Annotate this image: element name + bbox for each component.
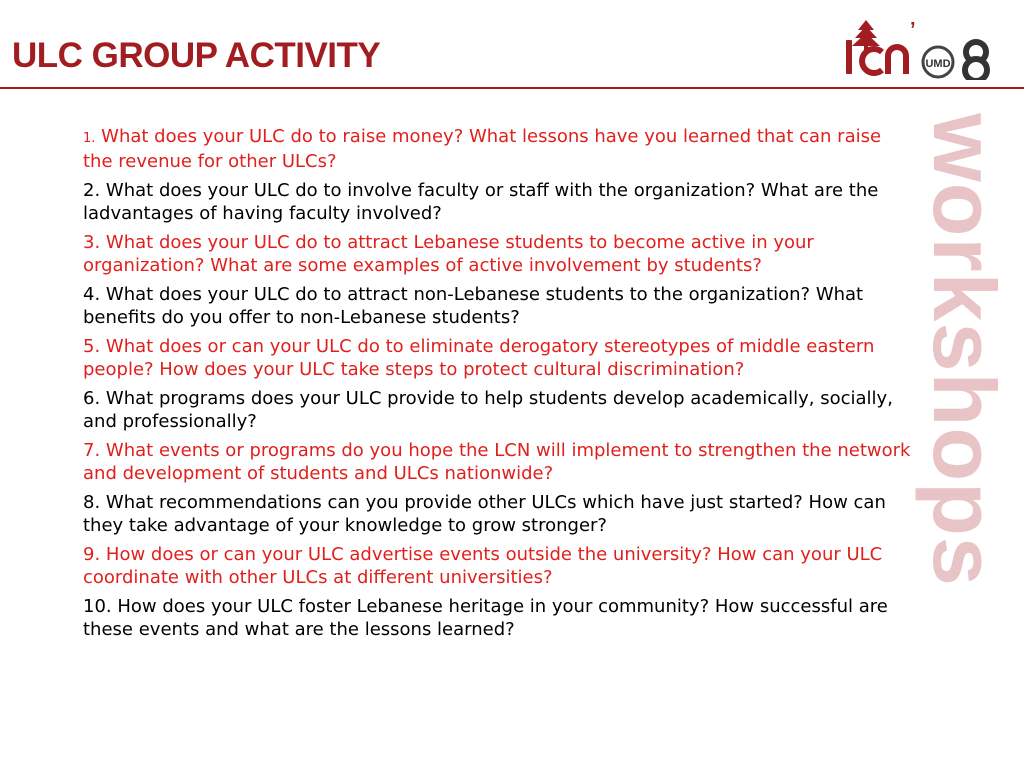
question-item (83, 543, 913, 589)
slide-title: ULC GROUP ACTIVITY (12, 36, 381, 75)
question-text: What events or programs do you hope the LCN will implement to strengthen the network and development of students and ULCs nationwide? (83, 440, 911, 484)
question-number: 5. (83, 336, 101, 357)
question-text: What does your ULC do to attract non-Lebanese students to the organization? What benefits do you offer to non-Lebanese students? (83, 284, 864, 328)
question-number: 2. (83, 180, 101, 201)
question-item (83, 283, 913, 329)
logo-apostrophe: ’ (910, 19, 916, 41)
umd-badge (923, 47, 953, 77)
logo-badge-text: UMD (925, 58, 951, 70)
question-text: What does your ULC do to involve faculty or staff with the organization? What are the ladvantages of having faculty involved? (83, 180, 879, 224)
question-number: 4. (83, 284, 101, 305)
question-text: How does your ULC foster Lebanese heritage in your community? How successful are these events and what are the lessons learned? (83, 596, 888, 640)
question-list (83, 125, 913, 647)
question-number: 3. (83, 232, 101, 253)
question-number: 6. (83, 388, 101, 409)
lcn-logo (836, 18, 996, 80)
title-divider (0, 87, 1024, 89)
question-number: 7. (83, 440, 101, 461)
question-text: What recommendations can you provide other ULCs which have just started? How can they take advantage of your knowledge to grow stronger? (83, 492, 886, 536)
workshops-watermark: workshops (915, 113, 1014, 587)
question-text: How does or can your ULC advertise events outside the university? How can your ULC coordinate with other ULCs at different universities? (83, 544, 883, 588)
question-item (83, 179, 913, 225)
question-text: What does your ULC do to raise money? What lessons have you learned that can raise the revenue for other ULCs? (83, 126, 882, 172)
question-item (83, 125, 913, 173)
question-number: 1. (83, 131, 96, 146)
question-text: What does or can your ULC do to eliminate derogatory stereotypes of middle eastern people? How does your ULC take steps to protect cultural discrimination? (83, 336, 875, 380)
question-number: 10. (83, 596, 112, 617)
question-item (83, 231, 913, 277)
logo-eight (965, 42, 987, 80)
question-text: What programs does your ULC provide to help students develop academically, socially, and professionally? (83, 388, 893, 432)
question-text: What does your ULC do to attract Lebanese students to become active in your organization? What are some examples of active involvement by students? (83, 232, 814, 276)
question-item (83, 439, 913, 485)
question-item (83, 335, 913, 381)
question-item (83, 595, 913, 641)
question-item (83, 491, 913, 537)
question-number: 9. (83, 544, 101, 565)
question-number: 8. (83, 492, 101, 513)
question-item (83, 387, 913, 433)
